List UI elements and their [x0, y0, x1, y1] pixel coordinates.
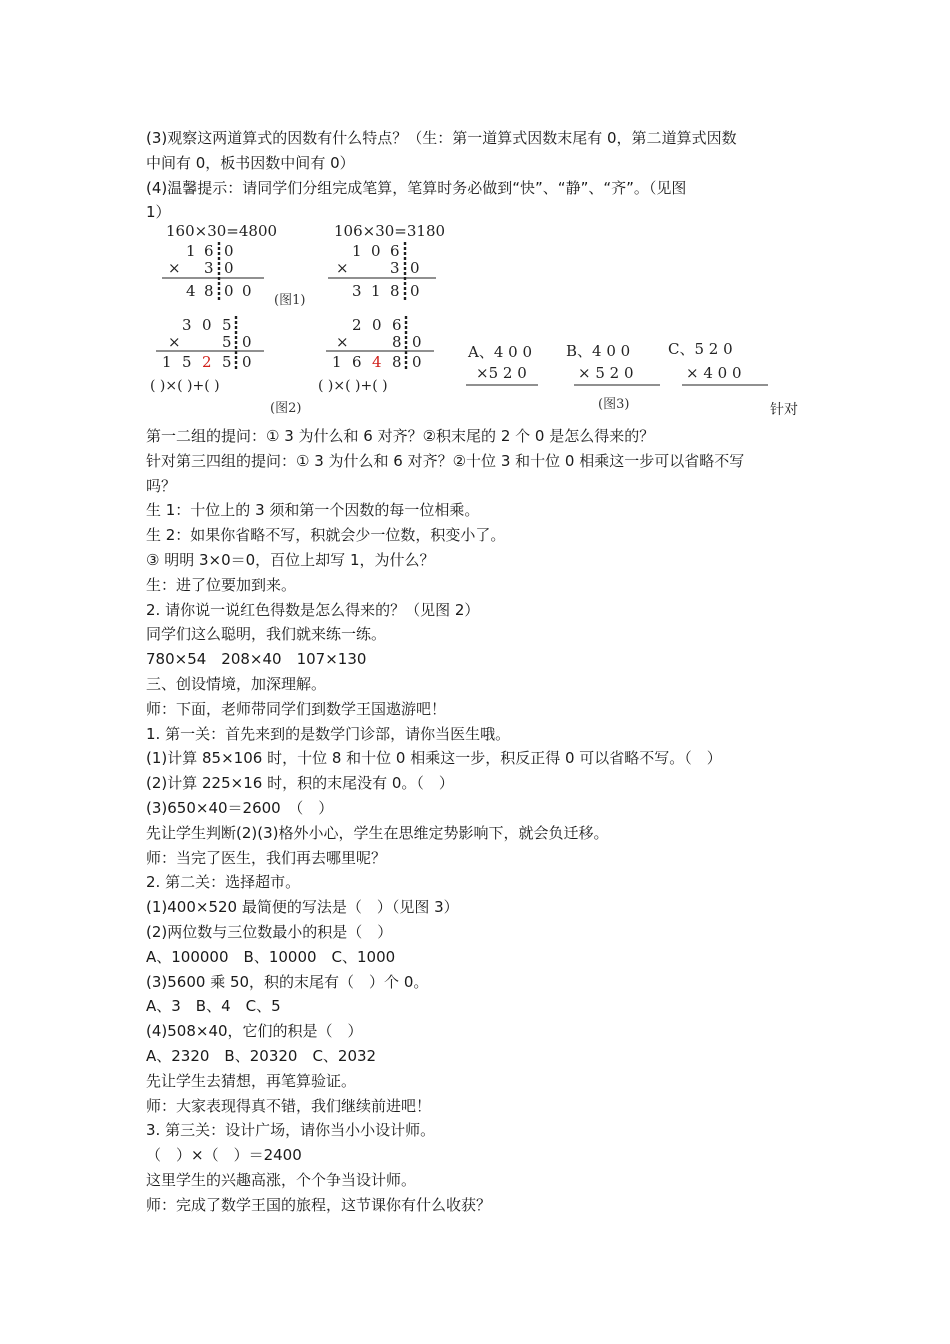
text-line: 这里学生的兴趣高涨，个个争当设计师。: [146, 1170, 417, 1189]
text-line: (2)计算 225×16 时，积的末尾没有 0。（ ）: [146, 774, 454, 793]
digit: 2: [352, 316, 362, 334]
text-line: 3. 第三关：设计广场，请你当小小设计师。: [146, 1121, 436, 1140]
red-digit: 2: [202, 353, 212, 371]
digit: 1: [186, 242, 196, 260]
text-line: A、100000 B、10000 C、1000: [146, 947, 396, 966]
text-line: 1）: [146, 203, 171, 222]
digit: 8: [390, 282, 400, 300]
digit: 0: [224, 242, 234, 260]
text-line: 师：完成了数学王国的旅程，这节课你有什么收获？: [146, 1195, 492, 1214]
fig3-option-c-mult: × 4 0 0: [686, 364, 742, 382]
times-sign: ×: [336, 333, 349, 351]
text-line: (3)观察这两道算式的因数有什么特点？（生：第一道算式因数末尾有 0，第二道算式因数: [146, 129, 737, 147]
text-line: 2. 请你说一说红色得数是怎么得来的？（见图 2）: [146, 600, 480, 619]
digit: 0: [412, 333, 422, 351]
fig3-options: [466, 340, 768, 385]
intro-paragraph: [146, 126, 808, 225]
digit: 3: [352, 282, 362, 300]
figure-side-text: 针对: [770, 402, 798, 418]
digit: 6: [352, 353, 362, 371]
text-line: 同学们这么聪明，我们就来练一练。: [146, 625, 387, 644]
digit: 8: [392, 333, 402, 351]
fig1-equation-a: 160×30=4800: [166, 222, 278, 240]
fig1-equation-b: 106×30=3180: [334, 222, 446, 240]
red-digit: 4: [372, 353, 382, 371]
fig1-calc-a: [162, 222, 277, 300]
text-line: 生：进了位要加到来。: [146, 575, 297, 594]
fig1-calc-b: [328, 222, 445, 300]
digit: 3: [390, 259, 400, 277]
digit: 0: [224, 282, 234, 300]
digit: 3: [182, 316, 192, 334]
text-line: (3)650×40＝2600 （ ）: [146, 798, 334, 817]
fig2-calc-b: [318, 316, 434, 394]
text-line: 2. 第二关：选择超市。: [146, 873, 301, 892]
digit: 1: [332, 353, 342, 371]
fig3-option-a: A、4 0 0: [468, 343, 532, 361]
fig3-option-c: C、5 2 0: [668, 340, 733, 358]
text-line: 先让学生去猜想，再笔算验证。: [146, 1071, 357, 1090]
fig3-option-b: B、4 0 0: [566, 342, 631, 360]
text-line: 生 2：如果你省略不写，积就会少一位数，积变小了。: [146, 526, 506, 545]
text-line: ③ 明明 3×0＝0，百位上却写 1，为什么？: [146, 550, 435, 569]
figure-area: [146, 220, 808, 420]
digit: 0: [410, 259, 420, 277]
text-line: 师：大家表现得真不错，我们继续前进吧！: [146, 1096, 432, 1115]
digit: 0: [242, 353, 252, 371]
digit: 6: [392, 316, 402, 334]
text-line: （ ）×（ ）＝2400: [146, 1146, 302, 1165]
times-sign: ×: [168, 333, 181, 351]
digit: 0: [224, 259, 234, 277]
digit: 3: [204, 259, 214, 277]
digit: 6: [204, 242, 214, 260]
digit: 1: [371, 282, 381, 300]
text-line: (4)温馨提示：请同学们分组完成笔算，笔算时务必做到“快”、“静”、“齐”。（见图: [146, 178, 687, 197]
text-line: 第一二组的提问：① 3 为什么和 6 对齐？②积末尾的 2 个 0 是怎么得来的？: [146, 427, 655, 445]
digit: 0: [202, 316, 212, 334]
text-line: 生 1：十位上的 3 须和第一个因数的每一位相乘。: [146, 501, 480, 520]
blank-expression: ( )×( )+( ): [150, 378, 220, 394]
fig3-caption: (图3): [598, 397, 630, 412]
times-sign: ×: [336, 259, 349, 277]
digit: 5: [222, 353, 232, 371]
text-line: 先让学生判断(2)(3)格外小心，学生在思维定势影响下，就会负迁移。: [146, 823, 609, 842]
digit: 0: [242, 333, 252, 351]
digit: 4: [186, 282, 196, 300]
fig2-calc-a: [150, 316, 264, 394]
text-line: 针对第三四组的提问：① 3 为什么和 6 对齐？②十位 3 和十位 0 相乘这一步可以省略不写: [146, 451, 745, 470]
digit: 1: [352, 242, 362, 260]
lesson-body: [146, 424, 808, 1218]
digit: 5: [222, 316, 232, 334]
blank-expression: ( )×( )+( ): [318, 378, 388, 394]
fig3-option-b-mult: × 5 2 0: [578, 364, 634, 382]
text-line: (2)两位数与三位数最小的积是（ ）: [146, 922, 393, 941]
times-sign: ×: [168, 259, 181, 277]
text-line: 师：当完了医生，我们再去哪里呢？: [146, 848, 387, 867]
text-line: 中间有 0，板书因数中间有 0）: [146, 153, 355, 172]
digit: 0: [372, 316, 382, 334]
digit: 0: [242, 282, 252, 300]
text-line: (1)400×520 最简便的写法是（ ）（见图 3）: [146, 898, 459, 917]
text-line: 三、创设情境，加深理解。: [146, 674, 327, 693]
text-line: 师：下面，老师带同学们到数学王国遨游吧！: [146, 699, 447, 718]
text-line: (1)计算 85×106 时，十位 8 和十位 0 相乘这一步，积反正得 0 可以省略不写。（ ）: [146, 749, 722, 768]
digit: 0: [410, 282, 420, 300]
text-line: (3)5600 乘 50，积的末尾有（ ）个 0。: [146, 972, 429, 991]
fig2-caption: (图2): [270, 401, 302, 416]
digit: 5: [222, 333, 232, 351]
digit: 8: [204, 282, 214, 300]
text-line: A、3 B、4 C、5: [146, 997, 281, 1016]
digit: 8: [392, 353, 402, 371]
digit: 0: [412, 353, 422, 371]
calculation-figures: [146, 220, 808, 420]
digit: 6: [390, 242, 400, 260]
digit: 0: [371, 242, 381, 260]
text-line: 吗？: [146, 476, 177, 495]
text-line: 780×54 208×40 107×130: [146, 650, 367, 669]
fig1-caption: (图1): [274, 293, 306, 308]
text-line: (4)508×40，它们的积是（ ）: [146, 1022, 363, 1041]
text-line: A、2320 B、20320 C、2032: [146, 1046, 377, 1065]
digit: 5: [182, 353, 192, 371]
fig3-option-a-mult: ×5 2 0: [476, 364, 527, 382]
digit: 1: [162, 353, 172, 371]
text-line: 1. 第一关：首先来到的是数学门诊部，请你当医生哦。: [146, 724, 511, 743]
